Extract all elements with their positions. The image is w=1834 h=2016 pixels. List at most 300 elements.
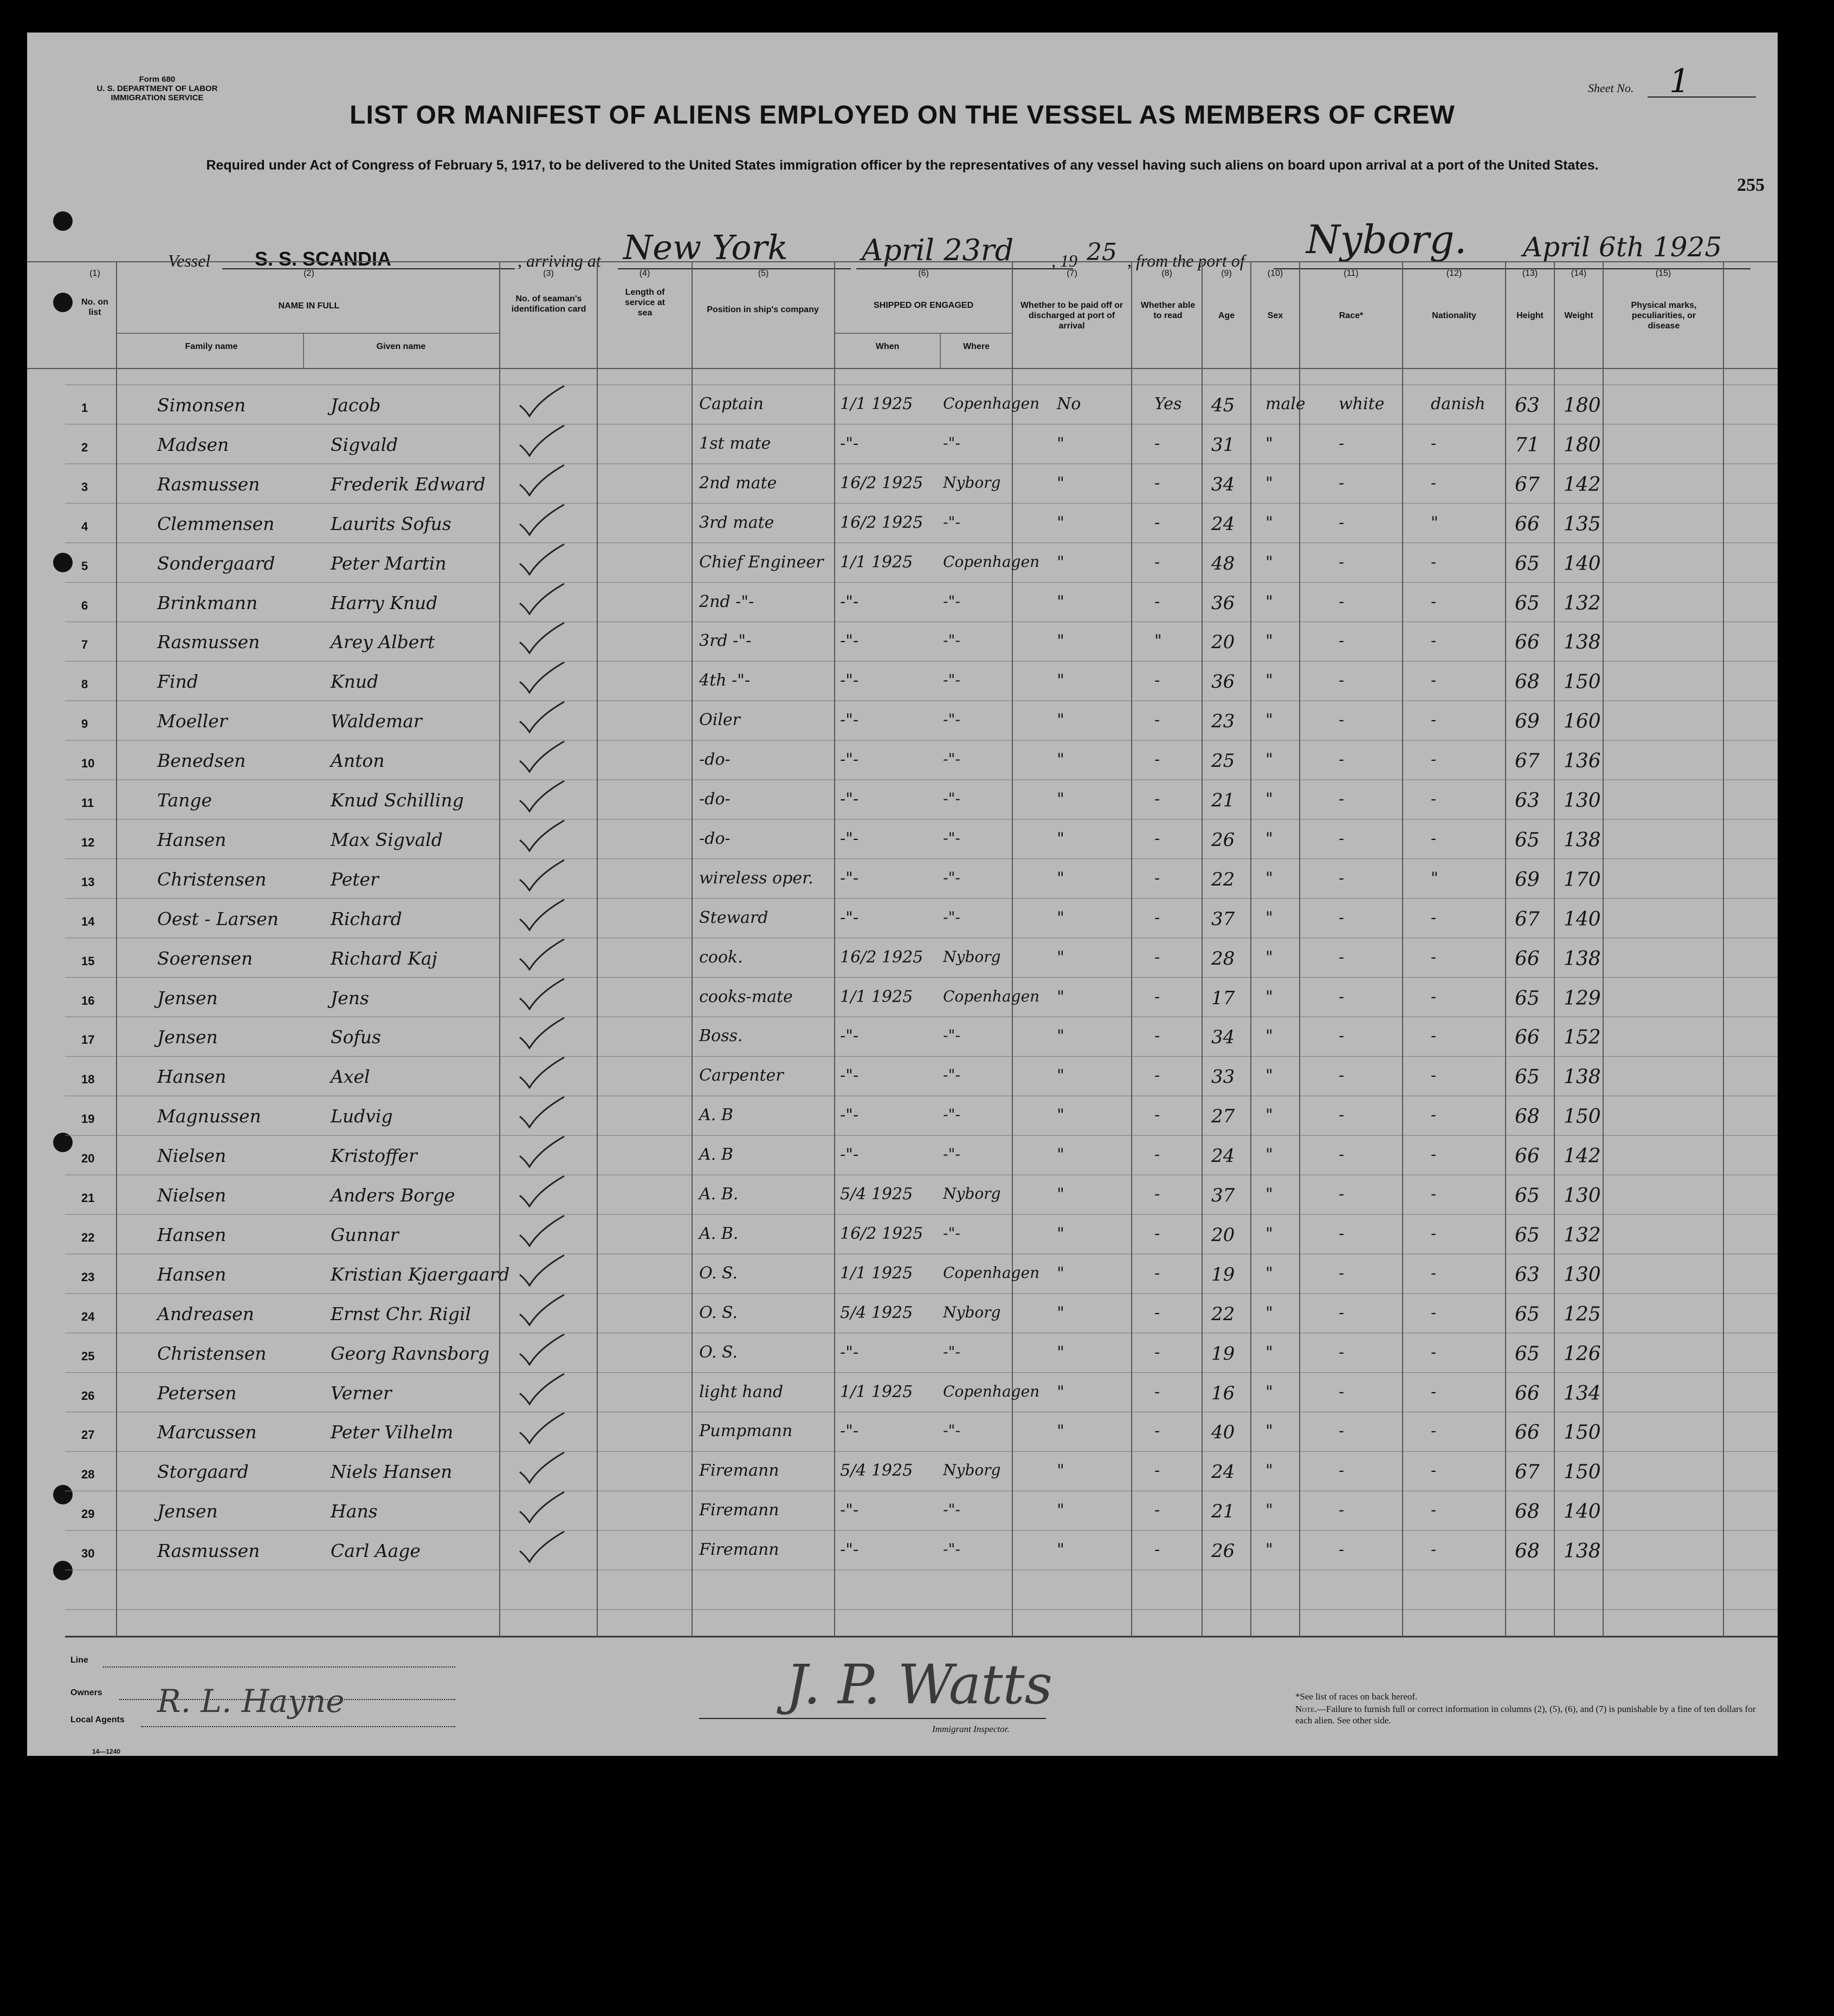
- cell-race: -: [1339, 1026, 1345, 1046]
- cell-age: 20: [1211, 1224, 1235, 1246]
- cell-family: Jensen: [157, 1501, 218, 1522]
- cell-read: ": [1154, 631, 1162, 651]
- cell-nat: danish: [1431, 395, 1486, 413]
- cell-read: -: [1154, 552, 1160, 572]
- row-number: 1: [81, 401, 88, 415]
- cell-race: -: [1339, 750, 1345, 770]
- cell-given: Laurits Sofus: [331, 513, 451, 534]
- check-mark-icon: [518, 1490, 566, 1528]
- cell-height: 68: [1515, 1501, 1540, 1523]
- cell-age: 24: [1211, 1461, 1235, 1483]
- row-number: 4: [81, 519, 88, 533]
- cell-sex: ": [1265, 1066, 1273, 1085]
- cell-when: -"-: [840, 908, 859, 927]
- cell-family: Find: [157, 671, 198, 693]
- cell-when: 5/4 1925: [840, 1303, 913, 1322]
- cell-when: 5/4 1925: [840, 1185, 913, 1204]
- cell-sex: ": [1265, 434, 1273, 453]
- local-agents-label: Local Agents: [70, 1715, 125, 1724]
- cell-height: 66: [1515, 1026, 1540, 1049]
- vessel-label: Vessel: [168, 251, 211, 270]
- cell-where: -"-: [943, 592, 960, 610]
- cell-read: -: [1154, 434, 1160, 453]
- cell-height: 69: [1515, 868, 1540, 891]
- cell-nat: -: [1431, 473, 1437, 493]
- cell-read: -: [1154, 1185, 1160, 1204]
- cell-position: O. S.: [699, 1263, 738, 1283]
- cell-weight: 129: [1564, 987, 1601, 1010]
- cell-weight: 138: [1564, 1066, 1601, 1089]
- row-number: 3: [81, 480, 88, 494]
- cell-read: -: [1154, 513, 1160, 532]
- cell-given: Gunnar: [331, 1224, 399, 1245]
- requirement-text: Required under Act of Congress of February 5, 1917, to be delivered to the United States immigration officer by the representatives of any vessel having such aliens on board upon arrival at a port of the United States.: [206, 158, 1599, 173]
- cell-weight: 142: [1564, 473, 1601, 496]
- cell-given: Verner: [331, 1382, 392, 1404]
- cell-weight: 140: [1564, 1501, 1601, 1523]
- row-number: 5: [81, 559, 88, 573]
- col-number-7: (7): [1067, 269, 1077, 278]
- cell-sex: ": [1265, 473, 1273, 493]
- cell-read: -: [1154, 1501, 1160, 1520]
- cell-sex: ": [1265, 908, 1273, 927]
- row-number: 24: [81, 1309, 95, 1323]
- check-mark-icon: [518, 1174, 566, 1212]
- inspector-label: Immigrant Inspector.: [932, 1724, 1010, 1734]
- cell-nat: -: [1431, 1461, 1437, 1481]
- cell-given: Waldemar: [331, 710, 422, 732]
- cell-read: -: [1154, 908, 1160, 927]
- cell-paid: ": [1057, 1540, 1064, 1560]
- cell-given: Hans: [331, 1501, 378, 1522]
- cell-paid: No: [1057, 395, 1081, 413]
- cell-when: -"-: [840, 750, 859, 770]
- arriving-port: New York: [623, 228, 788, 267]
- arriving-label: , arriving at: [518, 251, 601, 270]
- cell-given: Anton: [331, 750, 385, 772]
- manifest-sheet: [27, 33, 1778, 1756]
- cell-position: Captain: [699, 395, 764, 413]
- page-stamp-number: 255: [1737, 175, 1765, 195]
- cell-position: Firemann: [699, 1540, 779, 1560]
- cell-weight: 130: [1564, 1185, 1601, 1207]
- check-mark-icon: [518, 502, 566, 540]
- cell-family: Oest - Larsen: [157, 908, 279, 929]
- cell-age: 20: [1211, 631, 1235, 654]
- cell-sex: ": [1265, 868, 1273, 888]
- cell-weight: 138: [1564, 631, 1601, 654]
- cell-read: -: [1154, 1066, 1160, 1085]
- check-mark-icon: [518, 897, 566, 935]
- row-number: 8: [81, 677, 88, 692]
- cell-age: 37: [1211, 908, 1235, 930]
- cell-family: Magnussen: [157, 1106, 261, 1127]
- cell-paid: ": [1057, 1026, 1064, 1046]
- cell-when: 1/1 1925: [840, 1382, 913, 1401]
- cell-read: -: [1154, 1224, 1160, 1243]
- line-underline: [103, 1666, 455, 1668]
- service-name: IMMIGRATION SERVICE: [111, 93, 204, 102]
- cell-race: -: [1339, 987, 1345, 1006]
- cell-age: 19: [1211, 1342, 1235, 1365]
- cell-given: Sigvald: [331, 434, 398, 455]
- cell-family: Brinkmann: [157, 592, 258, 613]
- cell-where: Copenhagen: [943, 1263, 1040, 1282]
- cell-when: -"-: [840, 829, 859, 848]
- header-nationality: Nationality: [1432, 311, 1476, 320]
- header-race: Race*: [1339, 311, 1364, 320]
- cell-nat: -: [1431, 592, 1437, 611]
- cell-when: 5/4 1925: [840, 1461, 913, 1481]
- cell-age: 34: [1211, 1026, 1235, 1049]
- cell-height: 66: [1515, 1382, 1540, 1405]
- cell-where: -"-: [943, 1106, 960, 1124]
- col-number-5: (5): [758, 269, 769, 278]
- cell-sex: ": [1265, 947, 1273, 967]
- row-number: 14: [81, 914, 95, 928]
- cell-height: 69: [1515, 710, 1540, 733]
- row-number: 10: [81, 757, 95, 771]
- cell-read: -: [1154, 750, 1160, 770]
- cell-read: -: [1154, 1026, 1160, 1046]
- cell-nat: -: [1431, 750, 1437, 770]
- cell-weight: 150: [1564, 1461, 1601, 1484]
- cell-race: -: [1339, 513, 1345, 532]
- cell-weight: 140: [1564, 552, 1601, 575]
- cell-family: Christensen: [157, 1342, 267, 1364]
- check-mark-icon: [518, 700, 566, 738]
- cell-age: 22: [1211, 1303, 1235, 1325]
- cell-family: Christensen: [157, 868, 267, 890]
- cell-sex: ": [1265, 1540, 1273, 1560]
- cell-read: -: [1154, 710, 1160, 730]
- cell-race: -: [1339, 1145, 1345, 1165]
- cell-weight: 136: [1564, 750, 1601, 773]
- cell-position: 3rd mate: [699, 513, 774, 532]
- cell-family: Soerensen: [157, 947, 253, 969]
- cell-sex: ": [1265, 1382, 1273, 1401]
- cell-paid: ": [1057, 1382, 1064, 1401]
- cell-weight: 140: [1564, 908, 1601, 931]
- cell-nat: -: [1431, 1106, 1437, 1125]
- row-number: 2: [81, 440, 88, 454]
- cell-when: -"-: [840, 631, 859, 651]
- cell-given: Frederik Edward: [331, 473, 486, 495]
- cell-where: -"-: [943, 671, 960, 689]
- cell-sex: ": [1265, 987, 1273, 1006]
- cell-when: -"-: [840, 868, 859, 888]
- inspector-underline: [699, 1718, 1046, 1719]
- check-mark-icon: [518, 1293, 566, 1330]
- cell-given: Peter Vilhelm: [331, 1421, 454, 1443]
- cell-age: 16: [1211, 1382, 1235, 1404]
- cell-age: 21: [1211, 1501, 1235, 1523]
- cell-where: Nyborg: [943, 1303, 1001, 1321]
- cell-read: -: [1154, 868, 1160, 888]
- cell-nat: -: [1431, 1382, 1437, 1401]
- cell-position: wireless oper.: [699, 868, 813, 888]
- cell-read: -: [1154, 1263, 1160, 1283]
- cell-read: -: [1154, 671, 1160, 690]
- col-number-3: (3): [543, 269, 554, 278]
- cell-race: -: [1339, 631, 1345, 651]
- cell-sex: ": [1265, 592, 1273, 611]
- cell-sex: ": [1265, 513, 1273, 532]
- cell-read: -: [1154, 1342, 1160, 1362]
- cell-where: Copenhagen: [943, 552, 1040, 571]
- cell-paid: ": [1057, 790, 1064, 809]
- cell-position: 1st mate: [699, 434, 771, 453]
- cell-given: Arey Albert: [331, 631, 435, 653]
- cell-given: Richard Kaj: [331, 947, 437, 969]
- note-text: —Failure to furnish full or correct information in columns (2), (5), (6), and (7) is punishable by a fine of ten dollars for each alien. See other side.: [1295, 1704, 1756, 1726]
- cell-family: Madsen: [157, 434, 229, 455]
- check-mark-icon: [518, 1095, 566, 1133]
- cell-where: Nyborg: [943, 947, 1001, 966]
- cell-when: -"-: [840, 434, 859, 453]
- cell-paid: ": [1057, 434, 1064, 453]
- cell-height: 66: [1515, 947, 1540, 970]
- cell-nat: -: [1431, 434, 1437, 453]
- cell-nat: -: [1431, 1421, 1437, 1441]
- cell-when: 16/2 1925: [840, 1224, 924, 1243]
- row-number: 15: [81, 954, 95, 968]
- cell-family: Rasmussen: [157, 1540, 260, 1562]
- cell-family: Simonsen: [157, 395, 246, 416]
- cell-given: Carl Aage: [331, 1540, 421, 1562]
- cell-when: -"-: [840, 1421, 859, 1441]
- col-number-14: (14): [1571, 269, 1587, 278]
- col-number-1: (1): [89, 269, 100, 278]
- cell-height: 68: [1515, 1106, 1540, 1128]
- cell-height: 66: [1515, 1421, 1540, 1444]
- header-able-to-read: Whether able to read: [1140, 301, 1196, 320]
- cell-read: -: [1154, 987, 1160, 1006]
- header-given-name: Given name: [376, 342, 426, 351]
- cell-paid: ": [1057, 513, 1064, 532]
- cell-race: -: [1339, 434, 1345, 453]
- inspector-signature: J. P. Watts: [786, 1653, 1052, 1716]
- cell-paid: ": [1057, 908, 1064, 927]
- cell-height: 63: [1515, 395, 1540, 417]
- cell-age: 36: [1211, 671, 1235, 693]
- cell-nat: -: [1431, 1185, 1437, 1204]
- cell-weight: 170: [1564, 868, 1601, 891]
- check-mark-icon: [518, 1016, 566, 1054]
- cell-read: -: [1154, 592, 1160, 611]
- header-sex: Sex: [1267, 311, 1283, 320]
- col-number-12: (12): [1446, 269, 1462, 278]
- col-number-6: (6): [918, 269, 929, 278]
- cell-where: Nyborg: [943, 1185, 1001, 1203]
- cell-position: 2nd -"-: [699, 592, 754, 611]
- cell-height: 68: [1515, 1540, 1540, 1563]
- cell-paid: ": [1057, 947, 1064, 967]
- cell-paid: ": [1057, 868, 1064, 888]
- cell-family: Sondergaard: [157, 552, 275, 574]
- cell-race: -: [1339, 1303, 1345, 1322]
- check-mark-icon: [518, 1253, 566, 1291]
- check-mark-icon: [518, 779, 566, 817]
- cell-age: 27: [1211, 1106, 1235, 1128]
- cell-paid: ": [1057, 710, 1064, 730]
- cell-paid: ": [1057, 1106, 1064, 1125]
- cell-family: Storgaard: [157, 1461, 249, 1483]
- cell-paid: ": [1057, 1185, 1064, 1204]
- from-port: Nyborg.: [1306, 217, 1467, 262]
- cell-where: -"-: [943, 631, 960, 650]
- row-number: 26: [81, 1388, 95, 1403]
- cell-sex: ": [1265, 631, 1273, 651]
- cell-height: 65: [1515, 1303, 1540, 1326]
- cell-where: Nyborg: [943, 473, 1001, 492]
- row-number: 12: [81, 835, 95, 849]
- cell-when: -"-: [840, 1066, 859, 1085]
- departure-date: April 6th 1925: [1523, 231, 1722, 263]
- header-age: Age: [1218, 311, 1235, 320]
- row-number: 13: [81, 875, 95, 889]
- cell-race: -: [1339, 710, 1345, 730]
- cell-where: Copenhagen: [943, 987, 1040, 1005]
- cell-sex: ": [1265, 1145, 1273, 1165]
- cell-given: Anders Borge: [331, 1185, 455, 1206]
- vessel-name: S. S. SCANDIA: [255, 248, 392, 270]
- cell-given: Knud Schilling: [331, 790, 464, 811]
- cell-paid: ": [1057, 1145, 1064, 1165]
- cell-read: -: [1154, 1540, 1160, 1560]
- cell-race: -: [1339, 829, 1345, 848]
- cell-sex: ": [1265, 1501, 1273, 1520]
- cell-where: -"-: [943, 513, 960, 531]
- cell-age: 40: [1211, 1421, 1235, 1444]
- owners-label: Owners: [70, 1688, 102, 1697]
- col-number-4: (4): [639, 269, 650, 278]
- cell-position: Oiler: [699, 710, 740, 730]
- cell-height: 65: [1515, 592, 1540, 615]
- cell-given: Niels Hansen: [331, 1461, 453, 1483]
- cell-family: Clemmensen: [157, 513, 275, 534]
- cell-position: Firemann: [699, 1501, 779, 1520]
- header-shipped-or-engaged: SHIPPED OR ENGAGED: [873, 301, 974, 310]
- cell-nat: -: [1431, 790, 1437, 809]
- cell-height: 66: [1515, 1145, 1540, 1168]
- cell-nat: -: [1431, 1540, 1437, 1560]
- row-number: 17: [81, 1033, 95, 1047]
- cell-family: Marcussen: [157, 1421, 257, 1443]
- cell-when: -"-: [840, 592, 859, 611]
- cell-age: 28: [1211, 947, 1235, 970]
- cell-nat: -: [1431, 631, 1437, 651]
- cell-nat: -: [1431, 1501, 1437, 1520]
- cell-age: 19: [1211, 1263, 1235, 1285]
- check-mark-icon: [518, 1529, 566, 1567]
- cell-position: cook.: [699, 947, 743, 967]
- check-mark-icon: [518, 1332, 566, 1370]
- row-number: 9: [81, 717, 88, 731]
- col-number-9: (9): [1221, 269, 1232, 278]
- cell-race: -: [1339, 1066, 1345, 1085]
- cell-position: cooks-mate: [699, 987, 793, 1006]
- col-number-13: (13): [1522, 269, 1538, 278]
- cell-read: -: [1154, 1382, 1160, 1401]
- cell-position: 4th -"-: [699, 671, 751, 690]
- cell-position: Steward: [699, 908, 769, 927]
- cell-where: -"-: [943, 710, 960, 729]
- row-number: 7: [81, 638, 88, 652]
- cell-read: -: [1154, 1145, 1160, 1165]
- cell-given: Kristian Kjaergaard: [331, 1263, 510, 1285]
- cell-race: -: [1339, 1461, 1345, 1481]
- cell-family: Tange: [157, 790, 212, 811]
- check-mark-icon: [518, 858, 566, 896]
- cell-age: 26: [1211, 1540, 1235, 1562]
- cell-family: Andreasen: [157, 1303, 254, 1324]
- cell-weight: 138: [1564, 829, 1601, 851]
- cell-position: A. B.: [699, 1224, 739, 1243]
- cell-race: -: [1339, 592, 1345, 611]
- cell-position: A. B: [699, 1106, 733, 1125]
- check-mark-icon: [518, 423, 566, 461]
- cell-race: -: [1339, 1342, 1345, 1362]
- cell-paid: ": [1057, 1501, 1064, 1520]
- check-mark-icon: [518, 818, 566, 856]
- cell-where: -"-: [943, 1501, 960, 1519]
- cell-family: Hansen: [157, 829, 227, 850]
- row-number: 22: [81, 1230, 95, 1244]
- cell-sex: ": [1265, 1461, 1273, 1481]
- cell-position: 3rd -"-: [699, 631, 752, 651]
- row-number: 29: [81, 1507, 95, 1521]
- cell-position: 2nd mate: [699, 473, 777, 493]
- cell-when: 1/1 1925: [840, 1263, 913, 1283]
- col-number-2: (2): [303, 269, 314, 278]
- cell-read: -: [1154, 947, 1160, 967]
- cell-height: 66: [1515, 631, 1540, 654]
- cell-race: -: [1339, 1106, 1345, 1125]
- cell-nat: -: [1431, 947, 1437, 967]
- cell-height: 63: [1515, 790, 1540, 812]
- cell-where: Copenhagen: [943, 395, 1040, 412]
- cell-sex: ": [1265, 710, 1273, 730]
- cell-position: A. B.: [699, 1185, 739, 1204]
- cell-where: -"-: [943, 1421, 960, 1440]
- cell-where: -"-: [943, 1224, 960, 1242]
- cell-given: Axel: [331, 1066, 370, 1088]
- cell-where: -"-: [943, 790, 960, 807]
- cell-height: 68: [1515, 671, 1540, 694]
- cell-weight: 132: [1564, 1224, 1601, 1246]
- col-number-15: (15): [1655, 269, 1671, 278]
- cell-height: 67: [1515, 473, 1540, 496]
- cell-given: Georg Ravnsborg: [331, 1342, 490, 1364]
- cell-given: Sofus: [331, 1026, 381, 1048]
- sheet-number-label: Sheet No.: [1588, 81, 1634, 95]
- cell-family: Petersen: [157, 1382, 237, 1404]
- cell-weight: 180: [1564, 395, 1601, 417]
- cell-where: Nyborg: [943, 1461, 1001, 1479]
- header-family-name: Family name: [185, 342, 238, 351]
- cell-where: -"-: [943, 1026, 960, 1045]
- cell-family: Hansen: [157, 1263, 227, 1285]
- cell-family: Hansen: [157, 1066, 227, 1088]
- check-mark-icon: [518, 937, 566, 975]
- cell-read: Yes: [1154, 395, 1182, 413]
- header-no-on-list: No. on list: [81, 298, 108, 317]
- cell-position: Chief Engineer: [699, 552, 824, 572]
- cell-height: 65: [1515, 1342, 1540, 1365]
- cell-given: Kristoffer: [331, 1145, 417, 1167]
- header-weight: Weight: [1564, 311, 1593, 320]
